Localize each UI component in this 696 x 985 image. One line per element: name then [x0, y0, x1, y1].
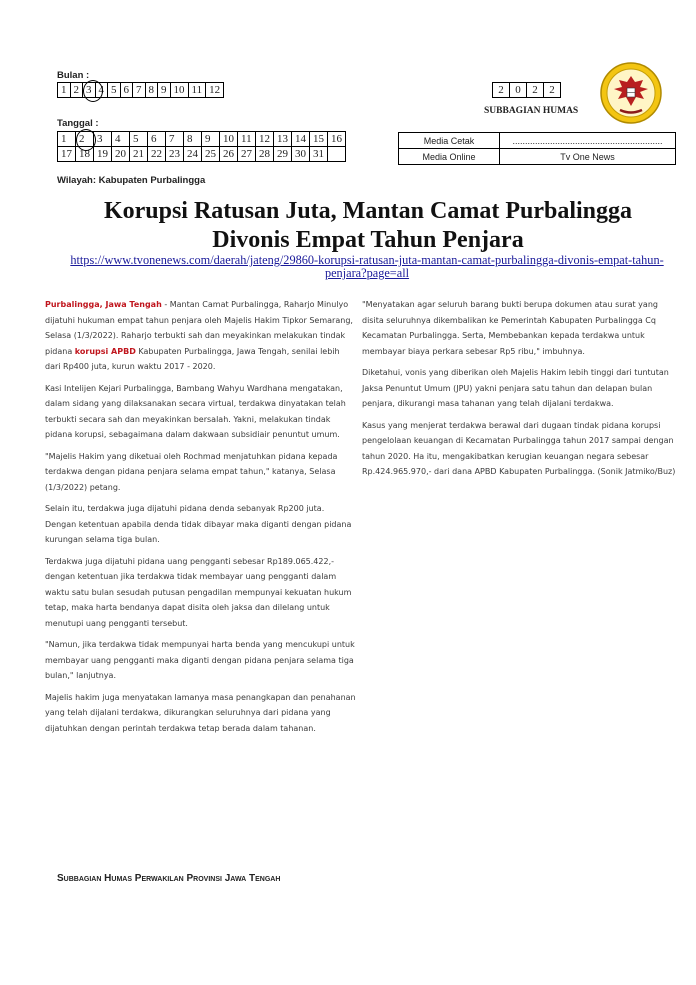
garuda-logo-icon	[600, 62, 662, 124]
year-digit: 2	[527, 83, 544, 98]
day-number: 17	[61, 148, 72, 160]
day-cell	[274, 132, 292, 147]
paragraph: "Menyatakan agar seluruh barang bukti berupa dokumen atau surat yang disita seluruhnya dikembalikan ke Pemerintah Kabupaten Purbalingga Cq Kecamatan Purbalingga. Serta, Membebankan kepada terdakwa untuk membayar biaya perkara sebesar Rp5 ribu," imbuhnya.	[362, 300, 658, 356]
day-cell	[292, 132, 310, 147]
day-cell	[328, 147, 346, 162]
day-cell	[166, 147, 184, 162]
paragraph: "Namun, jika terdakwa tidak mempunyai harta benda yang mencukupi untuk membayar uang pengganti maka diganti dengan pidana penjara selama tiga bulan," lanjutnya.	[45, 640, 355, 680]
dateline-place: Purbalingga, Jawa Tengah	[45, 300, 162, 309]
year-digit: 2	[544, 83, 561, 98]
day-number: 25	[205, 148, 216, 160]
day-number: 10	[223, 133, 234, 145]
day-cell	[94, 147, 112, 162]
month-cell	[145, 83, 158, 98]
day-number: 24	[187, 148, 198, 160]
paragraph: Purbalingga, Jawa Tengah - Mantan Camat Purbalingga, Raharjo Minulyo dijatuhi hukuman empat tahun penjara oleh Majelis Hakim Tipkor Semarang, Selasa (1/3/2022). Raharjo terbukti sah dan meyakinkan melakukan tindak pidana korupsi APBD Kabupaten Purbalingga, Jawa Tengah, senilai lebih dari Rp400 juta, kurun waktu 2017 - 2020.	[45, 300, 353, 371]
day-number: 15	[313, 133, 324, 145]
paragraph: Selain itu, terdakwa juga dijatuhi pidana denda sebanyak Rp200 juta. Dengan ketentuan apabila denda tidak dibayar maka diganti dengan pidana kurungan selama tiga bulan.	[45, 504, 352, 544]
day-cell	[310, 147, 328, 162]
month-number: 1	[61, 84, 67, 96]
day-number: 5	[133, 133, 139, 145]
month-number: 2	[73, 84, 79, 96]
month-cell	[70, 83, 83, 98]
bulan-label: Bulan :	[57, 70, 90, 81]
month-number: 5	[111, 84, 117, 96]
paragraph: Kasus yang menjerat terdakwa berawal dari dugaan tindak pidana korupsi pengelolaan keuangan di Kecamatan Purbalingga tahun 2017 sampai dengan tahun 2020. Ha itu, mengakibatkan kerugian keuangan negara sebesar Rp.424.965.970,- dari dana APBD Kabupaten Purbalingga. (Sonik Jatmiko/Buz)	[362, 420, 676, 476]
day-number: 14	[295, 133, 306, 145]
year-digit: 0	[510, 83, 527, 98]
month-cell	[83, 83, 96, 98]
day-cell	[94, 132, 112, 147]
source-url-line-1[interactable]: https://www.tvonenews.com/daerah/jateng/29860-korupsi-ratusan-juta-mantan-camat-purbalingga-divonis-empat-tahun-	[70, 253, 664, 267]
month-cell	[120, 83, 133, 98]
media-table	[398, 132, 676, 165]
paragraph: Majelis hakim juga menyatakan lamanya masa penangkapan dan penahanan yang telah dijalani terdakwa, dikurangkan seluruhnya dari pidana yang dijatuhkan dengan perintah terdakwa tetap berada dalam tahanan.	[45, 692, 356, 733]
day-cell	[202, 132, 220, 147]
day-cell	[274, 147, 292, 162]
day-cell	[292, 147, 310, 162]
month-number: 9	[161, 84, 167, 96]
day-number: 30	[295, 148, 306, 160]
source-url-line-2[interactable]: penjara?page=all	[324, 266, 410, 280]
month-cell	[206, 83, 224, 98]
day-number: 13	[277, 133, 288, 145]
day-number: 21	[133, 148, 144, 160]
day-number: 12	[259, 133, 270, 145]
month-number: 11	[191, 84, 203, 96]
day-cell	[256, 132, 274, 147]
paragraph: Diketahui, vonis yang diberikan oleh Majelis Hakim lebih tinggi dari tuntutan Jaksa Penuntut Umum (JPU) yakni penjara satu tahun dan delapan bulan penjara, dikurangi masa tahanan yang telah dijalani terdakwa.	[362, 368, 669, 408]
day-number: 31	[313, 148, 324, 160]
month-cell	[170, 83, 188, 98]
month-number: 6	[123, 84, 129, 96]
day-number: 3	[97, 133, 103, 145]
day-cell	[76, 132, 94, 147]
day-number: 19	[97, 148, 108, 160]
article-left-column	[45, 297, 357, 742]
month-number: 7	[136, 84, 142, 96]
month-number: 12	[209, 84, 221, 96]
month-table	[57, 82, 224, 98]
footer-label: Subbagian Humas Perwakilan Provinsi Jawa Tengah	[57, 873, 281, 884]
day-cell	[220, 147, 238, 162]
day-table	[57, 131, 346, 162]
source-link[interactable]	[52, 254, 682, 280]
article-right-column	[362, 297, 678, 486]
day-cell	[256, 147, 274, 162]
month-cell	[188, 83, 206, 98]
day-number: 1	[61, 133, 67, 145]
day-cell	[166, 132, 184, 147]
day-number: 16	[331, 133, 342, 145]
media-online-value: Tv One News	[500, 149, 676, 165]
day-number: 9	[205, 133, 211, 145]
year-boxes	[492, 82, 561, 98]
day-cell	[112, 147, 130, 162]
day-cell	[310, 132, 328, 147]
day-cell	[328, 132, 346, 147]
day-number: 27	[241, 148, 252, 160]
day-cell	[148, 132, 166, 147]
day-number: 23	[169, 148, 180, 160]
subbagian-label: SUBBAGIAN HUMAS	[484, 106, 579, 116]
day-selected-number: 2	[79, 133, 85, 145]
title-line-2: Divonis Empat Tahun Penjara	[212, 227, 524, 253]
tanggal-label: Tanggal :	[57, 118, 99, 129]
day-cell	[148, 147, 166, 162]
day-cell	[184, 147, 202, 162]
day-number: 7	[169, 133, 175, 145]
month-cell	[108, 83, 121, 98]
media-cetak-label: Media Cetak	[399, 133, 500, 149]
media-online-label: Media Online	[399, 149, 500, 165]
day-number: 6	[151, 133, 157, 145]
day-number: 26	[223, 148, 234, 160]
title-line-1: Korupsi Ratusan Juta, Mantan Camat Purbalingga	[103, 198, 633, 224]
day-cell	[130, 147, 148, 162]
day-cell	[238, 147, 256, 162]
year-digit: 2	[493, 83, 510, 98]
day-cell	[202, 147, 220, 162]
month-number: 4	[98, 84, 104, 96]
day-number: 28	[259, 148, 270, 160]
day-cell	[220, 132, 238, 147]
day-cell	[112, 132, 130, 147]
paragraph: "Majelis Hakim yang diketuai oleh Rochmad menjatuhkan pidana kepada terdakwa dengan pidana penjara selama empat tahun," katanya, Selasa (1/3/2022) petang.	[45, 451, 338, 492]
day-cell	[184, 132, 202, 147]
day-number: 22	[151, 148, 162, 160]
month-selected-number: 3	[86, 84, 92, 96]
day-number: 11	[241, 133, 252, 145]
day-number: 8	[187, 133, 193, 145]
month-cell	[158, 83, 171, 98]
day-number: 29	[277, 148, 288, 160]
media-cetak-value: ............................................................	[500, 133, 676, 149]
day-cell	[130, 132, 148, 147]
wilayah-label: Wilayah: Kabupaten Purbalingga	[57, 175, 206, 186]
paragraph: Kasi Intelijen Kejari Purbalingga, Bambang Wahyu Wardhana mengatakan, dalam sidang yang dilaksanakan secara virtual, terdakwa dinyatakan telah terbukti secara sah dan meyakinkan bersalah. Yakni, melakukan tindak pidana korupsi, sebagaimana dalam dakwaan subsidiair penuntut umum.	[45, 383, 346, 439]
month-number: 8	[148, 84, 154, 96]
day-cell	[238, 132, 256, 147]
day-cell	[58, 147, 76, 162]
article-title	[40, 197, 696, 255]
paragraph: Terdakwa juga dijatuhi pidana uang pengganti sebesar Rp189.065.422,- dengan ketentuan jika terdakwa tidak membayar uang pengganti dalam waktu satu bulan sesudah putusan pengadilan mempunyai kekuatan hukum tetap, maka harta bendanya dapat disita oleh jaksa dan dilelang untuk menutupi uang pengganti tersebut.	[45, 556, 352, 628]
month-cell	[133, 83, 146, 98]
day-number: 18	[79, 148, 90, 160]
month-number: 10	[173, 84, 185, 96]
day-number: 20	[115, 148, 126, 160]
keyword-link[interactable]: korupsi APBD	[74, 346, 136, 356]
day-number: 4	[115, 133, 121, 145]
day-cell	[58, 132, 76, 147]
month-cell	[58, 83, 71, 98]
